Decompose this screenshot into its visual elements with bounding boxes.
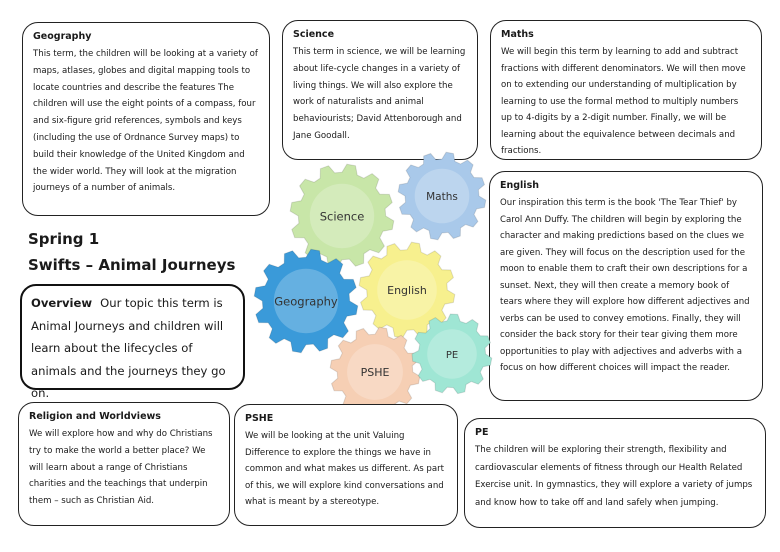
subject-gears <box>255 150 495 410</box>
gear-maths <box>398 152 486 240</box>
overview-heading: Overview <box>31 296 93 310</box>
maths-heading: Maths <box>501 29 534 40</box>
pe-panel <box>464 418 766 528</box>
gear-pshe-label: PSHE <box>360 366 390 379</box>
maths-panel <box>490 20 762 160</box>
geography-text: This term, the children will be looking at a variety of maps, atlases, globes and digital mapping tools to locate countries and describe the features The children will use the eight points of a compass, four and six-figure grid references, symbols and keys (including the use of Ordnance Survey maps) to build their knowledge of the United Kingdom and the wider world. They will look at the migration journeys of a number of animals. <box>33 49 258 194</box>
gear-maths-label: Maths <box>426 191 458 203</box>
english-text: Our inspiration this term is the book 'The Tear Thief' by Carol Ann Duffy. The children will begin by exploring the character and making predictions based on the clues we are given. They will focus on the description used for the moon to enable them to craft their own descriptions for a sunset. Next, they will then create a memory book of tears where they will explore how different adjectives and verbs can be used to convey emotions. Finally, they will consider the back story for their tear giving them more opportunities to play with adjectives and adverbs with a focus on how different choices will impact the reader. <box>500 198 750 373</box>
pshe-panel <box>234 404 458 526</box>
pe-text: The children will be exploring their strength, flexibility and cardiovascular elements of fitness through our Health Related Exercise unit. In gymnastics, they will explore a variety of jumps and know how to take off and land safely when jumping. <box>475 445 753 508</box>
religion-text: We will explore how and why do Christians try to make the world a better place? We will learn about a range of Christians charities and the teachings that underpin them – such as Christian Aid. <box>29 429 213 507</box>
gear-geography <box>254 249 358 353</box>
pshe-text: We will be looking at the unit Valuing Difference to explore the things we have in common and what makes us different. As part of this, we will explore kind conversations and what is meant by a stereotype. <box>245 431 445 508</box>
page-title <box>28 226 235 278</box>
overview-panel <box>20 284 245 401</box>
english-panel <box>489 171 763 401</box>
science-text: This term in science, we will be learning about life-cycle changes in a variety of living things. We will also explore the work of naturalists and animal behaviourists; David Attenborough and Jane Goodall. <box>293 47 466 141</box>
overview-text: Our topic this term is Animal Journeys and children will learn about the lifecycles of animals and the journeys they go on. <box>31 296 226 401</box>
religion-heading: Religion and Worldviews <box>29 411 161 422</box>
pshe-heading: PSHE <box>245 413 274 424</box>
gear-geography-label: Geography <box>274 294 338 309</box>
science-panel <box>282 20 478 160</box>
gear-science <box>290 164 394 268</box>
title-topic: Swifts – Animal Journeys <box>28 256 236 274</box>
geography-heading: Geography <box>33 31 92 42</box>
maths-text: We will begin this term by learning to add and subtract fractions with different denominators. We will then move on to extending our understanding of multiplication by learning to use the formal method to multiply numbers up to 4-digits by a 2-digit number. Finally, we will be learning about the equivalence between decimals and fractions. <box>501 47 746 156</box>
gear-science-label: Science <box>319 209 365 224</box>
religion-panel <box>18 402 230 526</box>
geography-panel <box>22 22 270 216</box>
gear-english-label: English <box>387 284 427 297</box>
pe-heading: PE <box>475 427 489 438</box>
science-heading: Science <box>293 29 335 40</box>
english-heading: English <box>500 180 539 191</box>
gear-pe-label: PE <box>445 350 459 361</box>
title-term: Spring 1 <box>28 230 100 248</box>
